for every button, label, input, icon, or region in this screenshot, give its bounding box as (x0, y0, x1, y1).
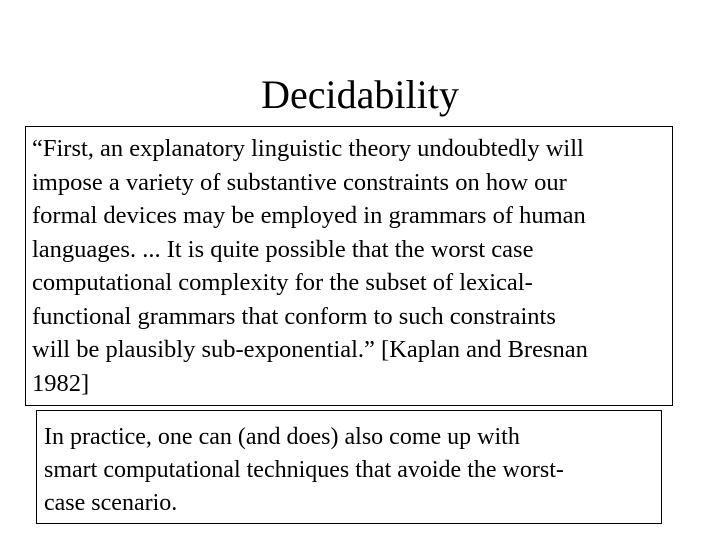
slide-title: Decidability (261, 72, 459, 117)
note-line: case scenario. (44, 490, 178, 516)
quote-line: formal devices may be employed in grammars of human (32, 202, 586, 229)
note-line: In practice, one can (and does) also come up with (44, 424, 520, 450)
note-box (36, 410, 662, 524)
quote-line: “First, an explanatory linguistic theory undoubtedly will (32, 135, 584, 162)
quote-line: will be plausibly sub-exponential.” [Kaplan and Bresnan (32, 336, 588, 363)
note-line: smart computational techniques that avoide the worst- (44, 457, 564, 483)
quote-line: languages. ... It is quite possible that the worst case (32, 235, 534, 263)
quote-line: impose a variety of substantive constraints on how our (32, 168, 567, 196)
quote-line: functional grammars that conform to such constraints (32, 302, 556, 330)
quote-line: computational complexity for the subset of lexical- (32, 269, 533, 296)
quote-line: 1982] (32, 369, 90, 397)
quote-box (25, 126, 673, 406)
